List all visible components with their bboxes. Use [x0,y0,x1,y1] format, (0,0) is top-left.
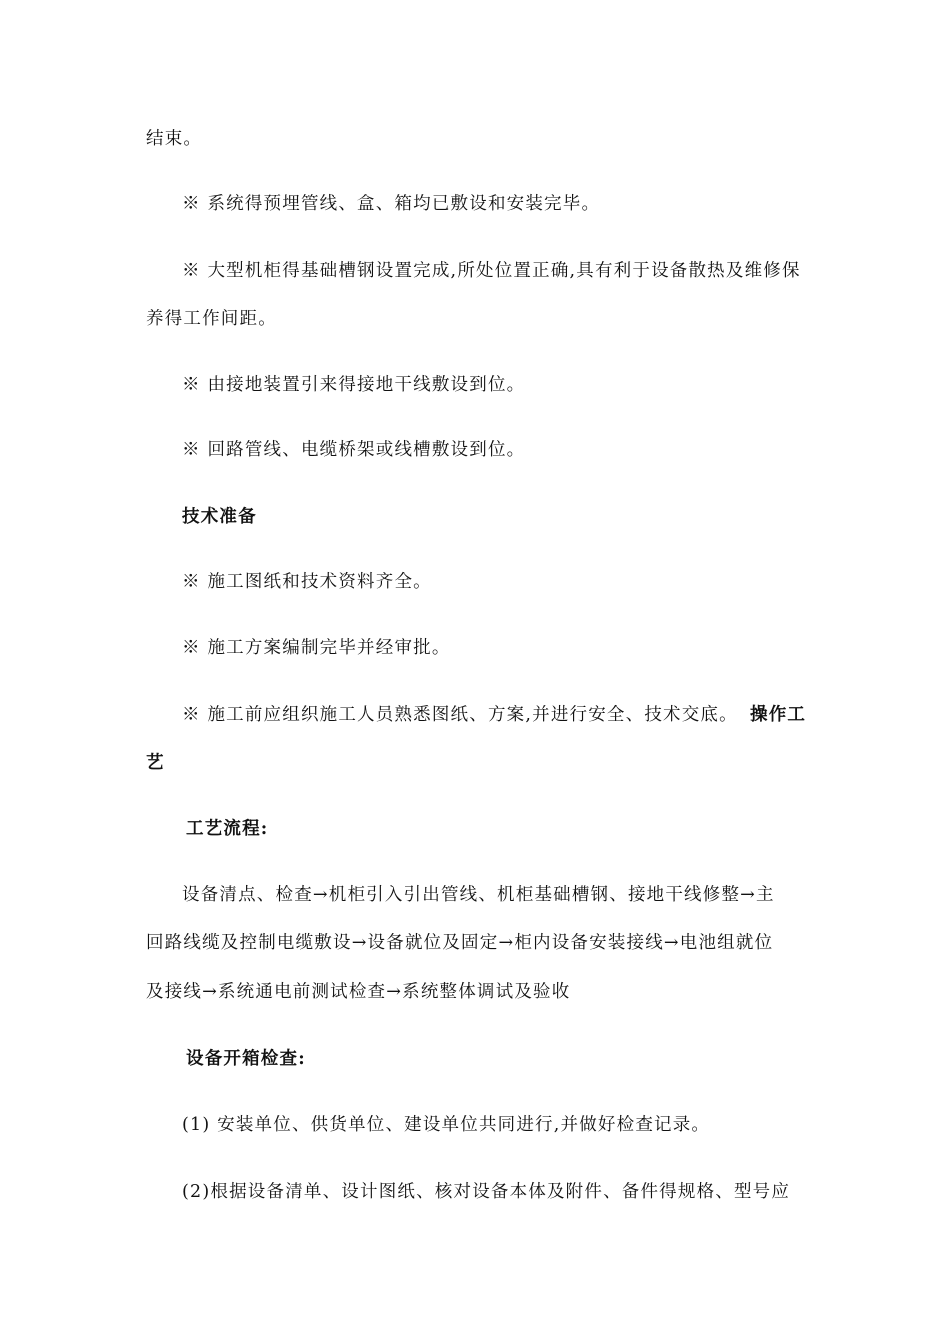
subsection-heading: 设备开箱检查: [186,1049,306,1069]
section-heading: 操作工 [750,705,807,725]
section-heading: 艺 [146,753,165,773]
list-item: (2)根据设备清单、设计图纸、核对设备本体及附件、备件得规格、型号应 [182,1182,791,1202]
paragraph-line: 养得工作间距。 [146,309,277,329]
paragraph-line: 回路线缆及控制电缆敷设→设备就位及固定→柜内设备安装接线→电池组就位 [146,933,774,953]
bullet-item: ※ 施工前应组织施工人员熟悉图纸、方案,并进行安全、技术交底。 [182,705,738,725]
paragraph-line: 设备清点、检查→机柜引入引出管线、机柜基础槽钢、接地干线修整→主 [182,885,775,905]
bullet-item: ※ 回路管线、电缆桥架或线槽敷设到位。 [182,440,526,460]
section-heading: 技术准备 [182,507,257,527]
bullet-item: ※ 施工图纸和技术资料齐全。 [182,572,432,592]
subsection-heading: 工艺流程: [186,819,269,839]
paragraph-line: 及接线→系统通电前测试检查→系统整体调试及验收 [146,982,571,1002]
bullet-item: ※ 由接地装置引来得接地干线敷设到位。 [182,375,526,395]
bullet-item: ※ 大型机柜得基础槽钢设置完成,所处位置正确,具有利于设备散热及维修保 [182,261,801,281]
bullet-item: ※ 施工方案编制完毕并经审批。 [182,638,451,658]
paragraph-line: 结束。 [146,129,203,149]
list-item: (1) 安装单位、供货单位、建设单位共同进行,并做好检查记录。 [182,1115,711,1135]
bullet-item: ※ 系统得预埋管线、盒、箱均已敷设和安装完毕。 [182,194,601,214]
